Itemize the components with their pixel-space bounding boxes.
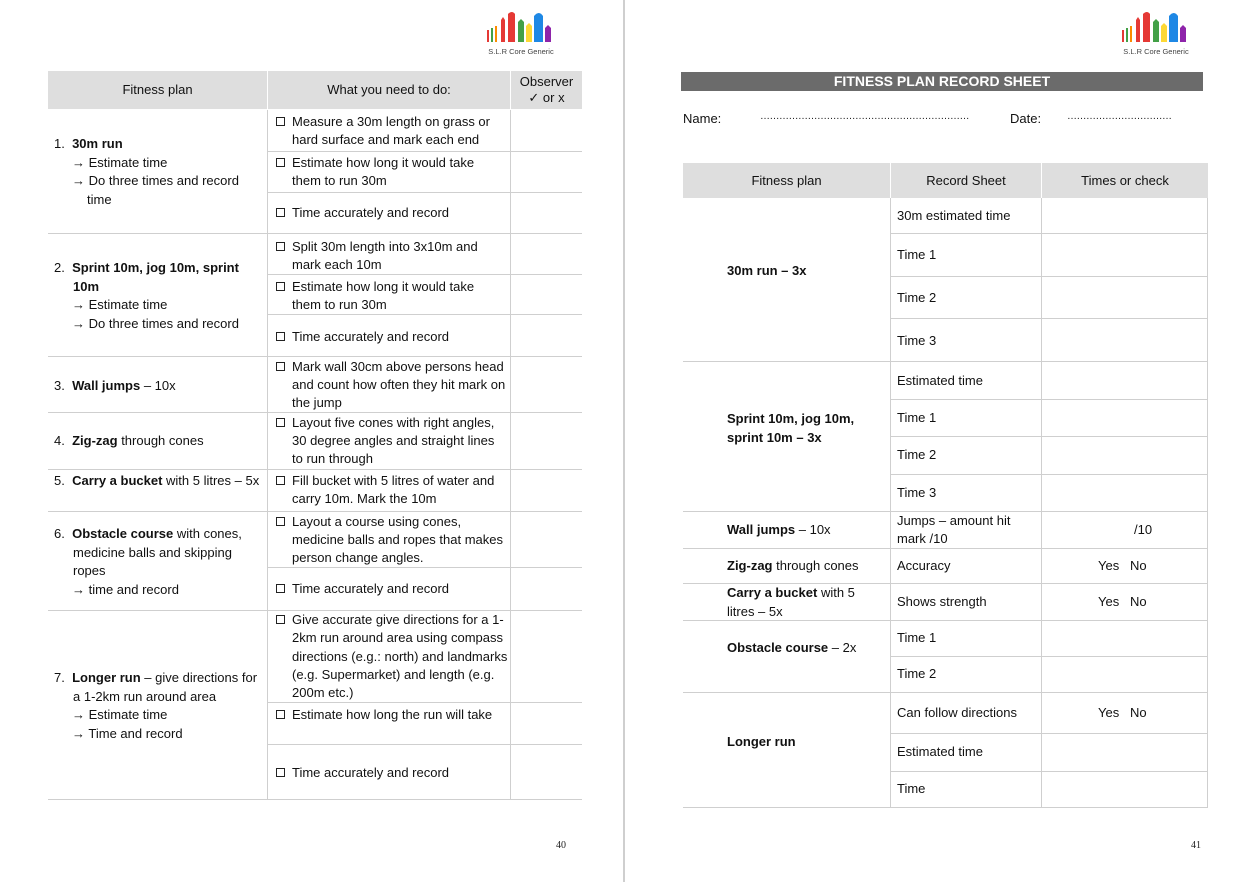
row-divider [683,361,1208,362]
page-number: 40 [556,840,566,851]
checkbox-icon[interactable] [276,476,285,485]
plan-item-3: 3. Wall jumps – 10x [54,378,176,393]
row-divider [48,469,582,470]
subrow-divider [891,399,1208,400]
row-divider [48,799,582,800]
task-checkbox-item[interactable]: Layout five cones with right angles, 30 degree angles and straight lines to run through [276,414,506,468]
sub-step: → Estimate time [72,707,168,722]
row-divider [48,356,582,357]
plan-item-4: 4. Zig-zag through cones [54,433,204,448]
record-label: Estimated time [897,744,983,759]
subrow-divider [891,318,1208,319]
sub-step: → time and record [72,581,179,597]
item-number: 1. [54,136,65,151]
checkbox-icon[interactable] [276,117,285,126]
row-divider [683,807,1208,808]
record-label: Time 3 [897,333,937,348]
task-checkbox-item[interactable]: Fill bucket with 5 litres of water and carry 10m. Mark the 10m [276,472,506,508]
date-label: Date: [1010,111,1042,126]
record-label: Jumps – amount hit mark /10 [897,513,1011,546]
logo-caption: S.L.R Core Generic [1123,47,1189,56]
logo-caption: S.L.R Core Generic [488,47,554,56]
plan-item-6: 6. Obstacle course with cones, medicine balls and skipping ropes → time and record [54,525,264,599]
row-divider [48,233,582,234]
task-checkbox-item[interactable]: Mark wall 30cm above persons head and count how often they hit mark on the jump [276,358,508,412]
subrow-divider [891,474,1208,475]
sub-step: → Estimate time [72,297,168,312]
record-label: Time 1 [897,247,937,262]
record-label: Time 2 [897,447,937,462]
group-30m-run: 30m run – 3x [727,263,807,278]
checkbox-icon[interactable] [276,208,285,217]
task-checkbox-item[interactable]: Time accurately and record [276,328,506,346]
hands-logo-icon [1116,6,1196,46]
sub-step: → Time and record [72,725,183,741]
checkbox-icon[interactable] [276,615,285,624]
subrow-divider [268,567,582,568]
record-label: Accuracy [897,558,951,573]
yes-no-check[interactable]: Yes No [1098,594,1147,609]
subrow-divider [268,314,582,315]
observer-label: Observer [519,74,574,89]
row-divider [683,548,1208,549]
header-observer [511,71,582,109]
observer-mark: ✓ or x [528,90,565,105]
col-divider [1041,198,1042,807]
group-obstacle-course: Obstacle course – 2x [727,640,857,655]
subrow-divider [891,436,1208,437]
task-checkbox-item[interactable]: Measure a 30m length on grass or hard surface and mark each end [276,113,506,149]
task-checkbox-item[interactable]: Layout a course using cones, medicine balls and ropes that makes person change angles. [276,513,506,567]
checkbox-icon[interactable] [276,710,285,719]
group-carry-bucket: Carry a bucket with 5 litres – 5x [727,585,855,619]
row-divider [683,692,1208,693]
page-40 [0,0,623,882]
subrow-divider [268,192,582,193]
sub-step: → Do three times and record [72,315,239,331]
record-label: Time 2 [897,290,937,305]
record-sheet-banner: FITNESS PLAN RECORD SHEET [681,72,1203,91]
task-checkbox-item[interactable]: Time accurately and record [276,580,506,598]
subrow-divider [268,151,582,152]
task-checkbox-item[interactable]: Estimate how long it would take them to run 30m [276,154,506,190]
subrow-divider [891,233,1208,234]
slr-logo [481,6,561,60]
checkbox-icon[interactable] [276,584,285,593]
subrow-divider [891,656,1208,657]
plan-item-1 [54,135,264,209]
group-wall-jumps: Wall jumps – 10x [727,522,831,537]
score-out-of-10[interactable]: /10 [1134,522,1153,537]
record-label: Time 2 [897,666,937,681]
header-what-you-need: What you need to do: [268,71,510,109]
col-divider [890,198,891,807]
row-divider [48,412,582,413]
header-fitness-plan: Fitness plan [683,163,890,198]
record-label: 30m estimated time [897,208,1011,223]
task-checkbox-item[interactable]: Estimate how long the run will take [276,706,506,724]
plan-item-7: 7. Longer run – give directions for a 1-2km run around area → Estimate time → Time and record [54,669,264,743]
sub-step: → Do three times and record time [72,173,239,207]
plan-item-2: 2. Sprint 10m, jog 10m, sprint 10m → Estimate time → Do three times and record [54,259,264,333]
record-label: Can follow directions [897,705,1017,720]
record-label: Time [897,781,926,796]
subrow-divider [891,733,1208,734]
subrow-divider [891,771,1208,772]
plan-item-5: 5. Carry a bucket with 5 litres – 5x [54,473,260,488]
name-label: Name: [683,111,722,126]
header-record-sheet: Record Sheet [891,163,1041,198]
yes-no-check[interactable]: Yes No [1098,558,1147,573]
header-times-or-check: Times or check [1042,163,1208,198]
col-divider [267,110,268,800]
checkbox-icon[interactable] [276,158,285,167]
checkbox-icon[interactable] [276,517,285,526]
record-label: Shows strength [897,594,987,609]
hands-logo-icon [481,6,561,46]
sub-step: → Estimate time [72,154,168,170]
col-divider [510,110,511,800]
slr-logo [1116,6,1196,60]
col-divider [1207,198,1208,807]
task-checkbox-item[interactable]: Time accurately and record [276,204,506,222]
group-zig-zag: Zig-zag through cones [727,558,859,573]
page-41 [625,0,1249,882]
page-number: 41 [1191,840,1201,851]
item-title: 30m run [72,136,123,151]
subrow-divider [268,274,582,275]
checkbox-icon[interactable] [276,362,285,371]
record-label: Time 1 [897,410,937,425]
name-field[interactable]: ………………………………………………………… [760,111,969,122]
task-checkbox-item[interactable]: Give accurate give directions for a 1-2km run around area using compass directions (e.g.: north) and landmarks (e.g. Supermarket) and length (e.g. 200m etc.) [276,611,508,702]
date-field[interactable]: …………………………… [1067,111,1172,122]
yes-no-check[interactable]: Yes No [1098,705,1147,720]
row-divider [48,511,582,512]
record-label: Estimated time [897,373,983,388]
checkbox-icon[interactable] [276,768,285,777]
checkbox-icon[interactable] [276,418,285,427]
checkbox-icon[interactable] [276,332,285,341]
checkbox-icon[interactable] [276,242,285,251]
task-checkbox-item[interactable]: Estimate how long it would take them to run 30m [276,278,506,314]
group-sprint: Sprint 10m, jog 10m, sprint 10m – 3x [727,411,855,445]
group-longer-run: Longer run [727,734,796,749]
task-checkbox-item[interactable]: Split 30m length into 3x10m and mark each 10m [276,238,506,274]
header-fitness-plan: Fitness plan [48,71,267,109]
record-label: Time 3 [897,485,937,500]
task-checkbox-item[interactable]: Time accurately and record [276,764,506,782]
record-label: Time 1 [897,630,937,645]
subrow-divider [268,744,582,745]
subrow-divider [891,276,1208,277]
checkbox-icon[interactable] [276,282,285,291]
